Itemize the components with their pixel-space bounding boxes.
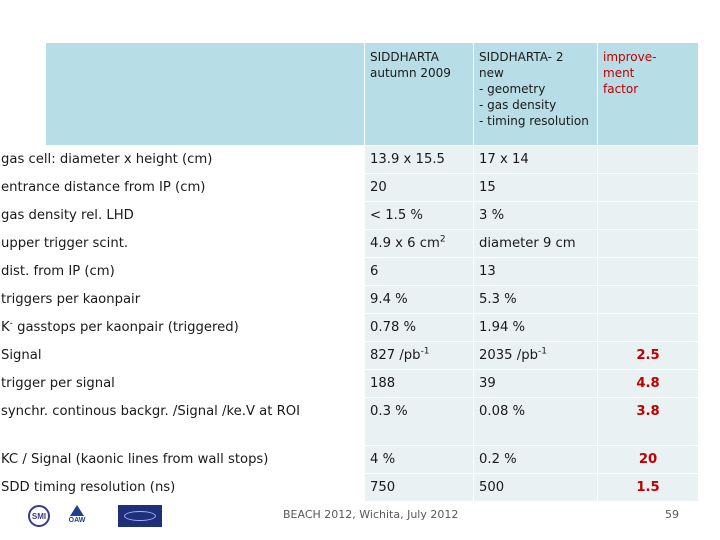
value-2009: 6	[365, 258, 474, 286]
improvement-value: 1.5	[598, 474, 699, 502]
ring-icon	[124, 511, 156, 521]
improvement-value: 3.8	[598, 398, 699, 446]
table-row	[46, 202, 699, 230]
value-new: 13	[474, 258, 598, 286]
header-line: improve-	[603, 50, 657, 64]
header-line: new	[479, 66, 504, 80]
label-text: K	[1, 320, 10, 335]
header-improvement-factor	[598, 43, 699, 146]
smi-logo	[28, 505, 50, 527]
value-2009: 4 %	[365, 446, 474, 474]
improvement-value	[598, 314, 699, 342]
improvement-value: 20	[598, 446, 699, 474]
improvement-value	[598, 146, 699, 174]
header-line: - timing resolution	[479, 114, 589, 128]
header-line: SIDDHARTA	[370, 50, 439, 64]
value-text: 2035 /pb	[479, 348, 538, 363]
value-text: 4.9 x 6 cm	[370, 236, 440, 251]
value-new: 17 x 14	[474, 146, 598, 174]
table-row	[46, 258, 699, 286]
value-2009: 9.4 %	[365, 286, 474, 314]
row-label: SDD timing resolution (ns)	[1, 480, 176, 495]
improvement-value	[598, 286, 699, 314]
table-row	[46, 146, 699, 174]
row-label: triggers per kaonpair	[1, 292, 141, 307]
value-new: diameter 9 cm	[474, 230, 598, 258]
value-new: 39	[474, 370, 598, 398]
value-superscript: -1	[420, 346, 430, 357]
value-new: 0.08 %	[474, 398, 598, 446]
header-siddharta-2	[474, 43, 598, 146]
header-line: factor	[603, 82, 639, 96]
improvement-value	[598, 202, 699, 230]
table-row	[46, 314, 699, 342]
value-new: 15	[474, 174, 598, 202]
value-new: 3 %	[474, 202, 598, 230]
value-2009: 0.78 %	[365, 314, 474, 342]
table-header-row	[46, 43, 699, 146]
value-text: 827 /pb	[370, 348, 421, 363]
improvement-value	[598, 174, 699, 202]
improvement-value: 4.8	[598, 370, 699, 398]
value-new: 500	[474, 474, 598, 502]
row-label: entrance distance from IP (cm)	[1, 180, 206, 195]
row-label: upper trigger scint.	[1, 236, 129, 251]
value-new: 0.2 %	[474, 446, 598, 474]
value-superscript: 2	[439, 234, 446, 245]
header-siddharta-2009	[365, 43, 474, 146]
smi-logo-text: SMI	[31, 511, 47, 521]
value-new: 1.94 %	[474, 314, 598, 342]
label-superscript: -	[9, 318, 13, 329]
header-line: SIDDHARTA- 2	[479, 50, 564, 64]
header-line: - gas density	[479, 98, 557, 112]
table-row	[46, 370, 699, 398]
header-empty-cell	[46, 43, 365, 146]
row-label: KC / Signal (kaonic lines from wall stops)	[1, 452, 269, 467]
oeaw-logo-text: ÖAW	[68, 517, 86, 524]
value-2009: 13.9 x 15.5	[365, 146, 474, 174]
value-2009: 0.3 %	[365, 398, 474, 446]
row-label	[1, 319, 364, 336]
value-2009: 188	[365, 370, 474, 398]
label-text: gasstops per kaonpair (triggered)	[12, 320, 239, 335]
table-row	[46, 286, 699, 314]
table-row	[46, 474, 699, 502]
row-label: gas density rel. LHD	[1, 208, 134, 223]
table-row	[46, 398, 699, 446]
improvement-value	[598, 230, 699, 258]
partner-logo	[118, 505, 162, 527]
value-new: 5.3 %	[474, 286, 598, 314]
comparison-table	[1, 42, 699, 502]
oeaw-logo	[64, 505, 90, 527]
value-2009: 20	[365, 174, 474, 202]
oeaw-mark-icon	[70, 505, 84, 516]
table-row	[46, 230, 699, 258]
row-label: synchr. continous backgr. /Signal /ke.V at ROI	[1, 404, 301, 419]
value-2009: < 1.5 %	[365, 202, 474, 230]
value-2009	[365, 230, 474, 258]
row-label: Signal	[1, 348, 42, 363]
value-2009: 750	[365, 474, 474, 502]
header-line: ment	[603, 66, 635, 80]
table-row	[46, 446, 699, 474]
page-number: 59	[665, 508, 679, 521]
value-new	[474, 342, 598, 370]
table-row	[46, 174, 699, 202]
table-row	[46, 342, 699, 370]
header-line: autumn 2009	[370, 66, 451, 80]
improvement-value	[598, 258, 699, 286]
header-line: - geometry	[479, 82, 546, 96]
row-label: gas cell: diameter x height (cm)	[1, 152, 213, 167]
row-label: dist. from IP (cm)	[1, 264, 115, 279]
footer-event: BEACH 2012, Wichita, July 2012	[283, 508, 459, 521]
improvement-value: 2.5	[598, 342, 699, 370]
row-label: trigger per signal	[1, 376, 115, 391]
value-superscript: -1	[537, 346, 547, 357]
value-2009	[365, 342, 474, 370]
